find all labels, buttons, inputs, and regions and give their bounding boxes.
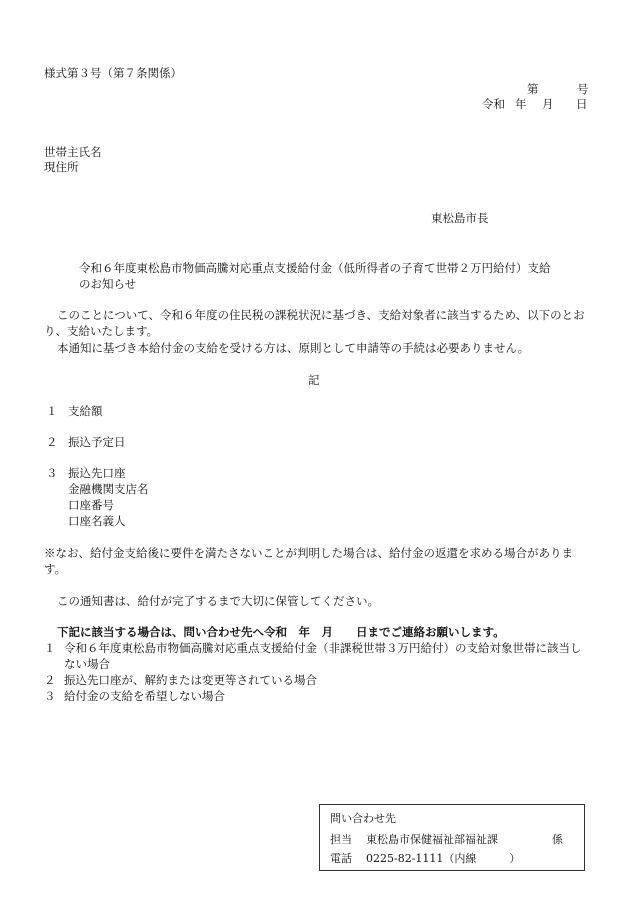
section-suffix: 係 (552, 833, 563, 846)
date-day: 日 (576, 97, 588, 111)
date-month: 月 (542, 97, 554, 111)
transfer-account-label: 振込先口座 (68, 466, 126, 480)
account-number-label: 口座番号 (68, 498, 114, 512)
ki-heading: 記 (308, 373, 320, 387)
inquiry-box (319, 804, 585, 871)
sender-name: 東松島市長 (431, 211, 489, 225)
contact-item-number: １ (44, 641, 56, 655)
intro-paragraph-1: このことについて、令和６年度の住民税の課税状況に基づき、支給対象者に該当するため、以下のとおり、支給いたします。 (44, 308, 585, 338)
item-number: ３ (46, 466, 58, 480)
doc-number-suffix: 号 (577, 82, 589, 96)
contact-notice-heading: 下記に該当する場合は、問い合わせ先へ令和 年 月 日までご連絡お願いします。 (57, 625, 505, 639)
doc-number-prefix: 第 (527, 82, 539, 96)
form-number: 様式第３号（第７条関係） (44, 66, 182, 80)
intro-paragraph-2: 本通知に基づき本給付金の支給を受ける方は、原則として申請等の手続は必要ありません。 (57, 341, 530, 355)
contact-item-text: 給付金の支給を希望しない場合 (64, 689, 225, 703)
payment-amount-label: 支給額 (68, 404, 103, 418)
keep-note: この通知書は、給付が完了するまで大切に保管してください。 (57, 594, 379, 608)
contact-item-text: 振込先口座が、解約または変更等されている場合 (64, 673, 317, 687)
date-era: 令和 (482, 97, 505, 111)
phone-number: 0225-82-1111（内線 ） (366, 852, 521, 865)
notice-title: 令和６年度東松島市物価高騰対応重点支援給付金（低所得者の子育て世帯２万円給付）支給のお知らせ (79, 261, 551, 291)
item-number: ２ (46, 435, 58, 449)
phone-label: 電話 (330, 852, 352, 865)
item-number: １ (46, 404, 58, 418)
contact-item-number: ３ (44, 689, 56, 703)
bank-branch-label: 金融機関支店名 (68, 482, 149, 496)
department-name: 東松島市保健福祉部福祉課 (366, 833, 498, 846)
account-holder-label: 口座名義人 (68, 514, 126, 528)
inquiry-title: 問い合わせ先 (330, 812, 396, 825)
address-label: 現住所 (44, 160, 79, 174)
person-in-charge-label: 担当 (330, 833, 352, 846)
contact-item-number: ２ (44, 673, 56, 687)
date-year: 年 (515, 97, 527, 111)
repayment-note: ※なお、給付金支給後に要件を満たさないことが判明した場合は、給付金の返還を求める場合があります。 (44, 546, 573, 576)
contact-item-text: 令和６年度東松島市物価高騰対応重点支援給付金（非課税世帯３万円給付）の支給対象世帯に該当しない場合 (64, 641, 582, 671)
transfer-date-label: 振込予定日 (68, 435, 126, 449)
household-head-label: 世帯主氏名 (44, 145, 102, 159)
